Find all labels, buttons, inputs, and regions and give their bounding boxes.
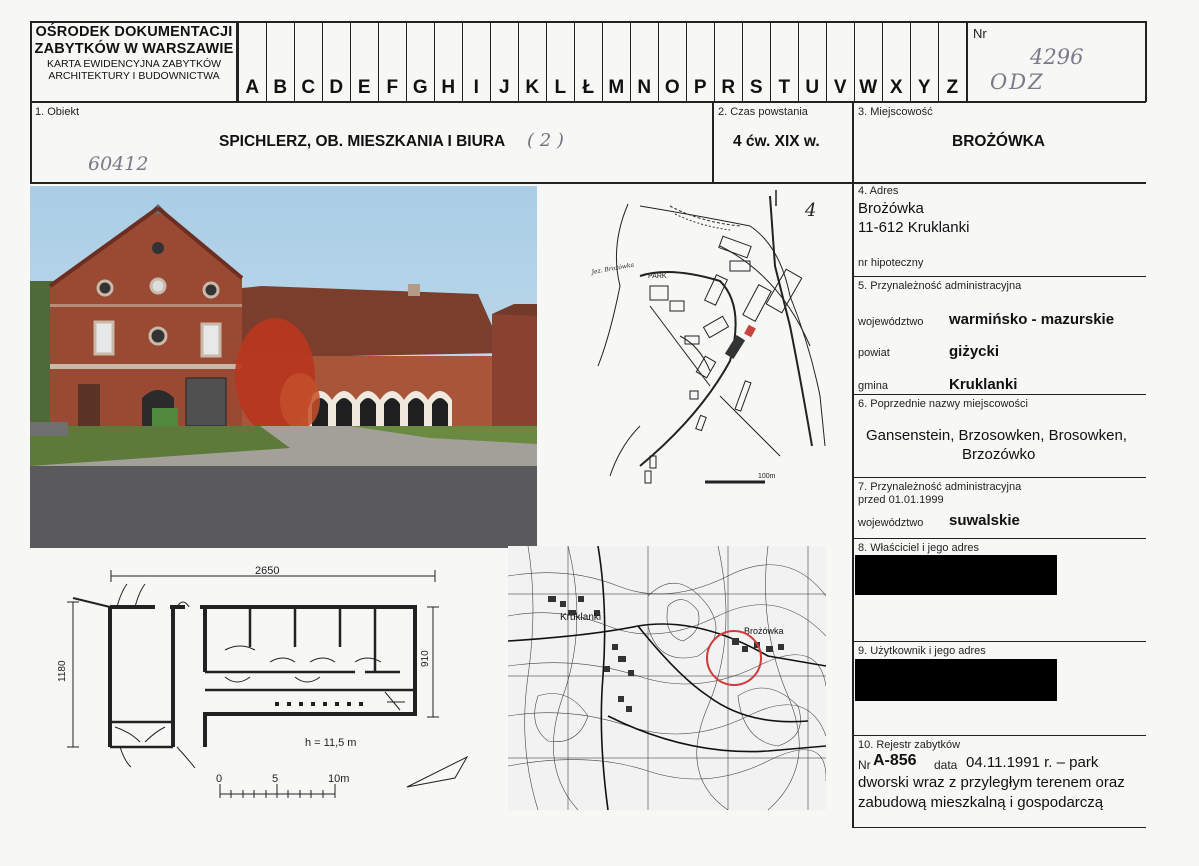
index-letter: M [602, 22, 630, 102]
index-letter: V [826, 22, 854, 102]
rejestr-nr-label: Nr [858, 758, 871, 772]
index-letter: X [882, 22, 910, 102]
index-letter: N [630, 22, 658, 102]
site-plan [580, 186, 842, 486]
depth-left-dimension: 1180 [57, 660, 68, 682]
width-dimension: 2650 [255, 565, 280, 577]
index-letter: B [266, 22, 294, 102]
redacted-owner [855, 555, 1057, 595]
height-label: h = 11,5 m [305, 737, 357, 749]
przed1999-label2: przed 01.01.1999 [858, 494, 944, 506]
index-letter: S [742, 22, 770, 102]
scale-0: 0 [216, 773, 223, 785]
index-letter: A [238, 22, 266, 102]
index-letter: R [714, 22, 742, 102]
miejscowosc-value: BROŻÓWKA [952, 133, 1045, 150]
przynaleznosc-label: 5. Przynależność administracyjna [858, 280, 1022, 292]
nr-label: Nr [973, 26, 987, 41]
adres-line1: Brożówka [858, 200, 924, 217]
rejestr-data: 04.11.1991 r. – park [966, 754, 1099, 771]
index-letter: K [518, 22, 546, 102]
map-town-kruklanki: Kruklanki [560, 612, 602, 623]
road [770, 196, 812, 446]
scale-10: 10m [328, 773, 350, 785]
przed1999-wojewodztwo-value: suwalskie [949, 512, 1020, 529]
przed1999-wojewodztwo-label: województwo [858, 517, 924, 529]
index-letter: T [770, 22, 798, 102]
obiekt-handwritten-number: 60412 [88, 153, 149, 175]
handwritten-code: ODZ [990, 70, 1045, 94]
index-letter: J [490, 22, 518, 102]
map-town-brozowka: Brożówka [744, 626, 784, 636]
letter-index [238, 22, 966, 102]
index-letter: D [322, 22, 350, 102]
index-letter: C [294, 22, 322, 102]
rejestr-nr: A-856 [873, 752, 917, 769]
redacted-user [855, 659, 1057, 701]
rejestr-line2: dworski wraz z przyległym terenem oraz [858, 774, 1125, 791]
czas-label: 2. Czas powstania [718, 106, 808, 118]
wojewodztwo-label: województwo [858, 316, 924, 328]
wlasciciel-label: 8. Właściciel i jego adres [858, 542, 980, 554]
index-letter: Z [938, 22, 966, 102]
index-letter: F [378, 22, 406, 102]
card-type [34, 58, 234, 82]
north-arrow: 4 [805, 200, 817, 221]
index-letter: L [546, 22, 574, 102]
park-label: PARK [648, 273, 667, 280]
index-letter: O [658, 22, 686, 102]
obiekt-value: SPICHLERZ, OB. MIESZKANIA I BIURA [219, 133, 506, 150]
index-letter: G [406, 22, 434, 102]
index-letter: W [854, 22, 882, 102]
institution-line2: ZABYTKÓW W WARSZAWIE [34, 41, 234, 57]
index-letter: Ł [574, 22, 602, 102]
topographic-map [508, 546, 826, 810]
hipoteczny-label: nr hipoteczny [858, 257, 924, 269]
handwritten-nr: 4296 [1030, 45, 1084, 69]
obiekt-label: 1. Obiekt [35, 106, 80, 118]
rejestr-line3: zabudową mieszkalną i gospodarczą [858, 794, 1104, 811]
gmina-label: gmina [858, 380, 888, 392]
north-arrow-plan [407, 757, 467, 787]
lake-shore [598, 204, 628, 366]
index-letter: Y [910, 22, 938, 102]
rejestr-label: 10. Rejestr zabytków [858, 739, 961, 751]
adres-line2: 11-612 Kruklanki [858, 219, 970, 236]
rejestr-data-label: data [934, 758, 958, 772]
czas-value: 4 ćw. XIX w. [733, 133, 820, 150]
miejscowosc-label: 3. Miejscowość [858, 106, 933, 118]
index-letter: H [434, 22, 462, 102]
lake-label: Jez. Brożówka [591, 261, 635, 276]
powiat-value: giżycki [949, 343, 1000, 360]
gmina-value: Kruklanki [949, 376, 1018, 393]
poprzednie-line1: Gansenstein, Brzosowken, Brosowken, [866, 427, 1127, 444]
institution-name [34, 24, 234, 58]
powiat-label: powiat [858, 347, 890, 359]
road-shadow [30, 466, 537, 548]
institution-line1: OŚRODEK DOKUMENTACJI [35, 24, 233, 40]
floor-plan [55, 562, 505, 802]
object-marker [744, 325, 756, 338]
przed1999-label1: 7. Przynależność administracyjna [858, 481, 1022, 493]
poprzednie-label: 6. Poprzednie nazwy miejscowości [858, 398, 1028, 410]
wojewodztwo-value: warmińsko - mazurskie [949, 311, 1115, 328]
adres-label: 4. Adres [858, 185, 899, 197]
card-type-line1: KARTA EWIDENCYJNA ZABYTKÓW [46, 58, 222, 70]
index-letter: U [798, 22, 826, 102]
poprzednie-line2: Brzozówko [962, 446, 1036, 463]
card-type-line2: ARCHITEKTURY I BUDOWNICTWA [48, 70, 220, 82]
depth-right-dimension: 910 [420, 650, 431, 667]
obiekt-handwritten-suffix: ( 2 ) [527, 130, 564, 151]
index-letter: E [350, 22, 378, 102]
index-letter: P [686, 22, 714, 102]
index-letter: I [462, 22, 490, 102]
scale-label: 100m [758, 473, 776, 480]
scale-5: 5 [272, 773, 279, 785]
building-photo [30, 186, 537, 548]
uzytkownik-label: 9. Użytkownik i jego adres [858, 645, 986, 657]
